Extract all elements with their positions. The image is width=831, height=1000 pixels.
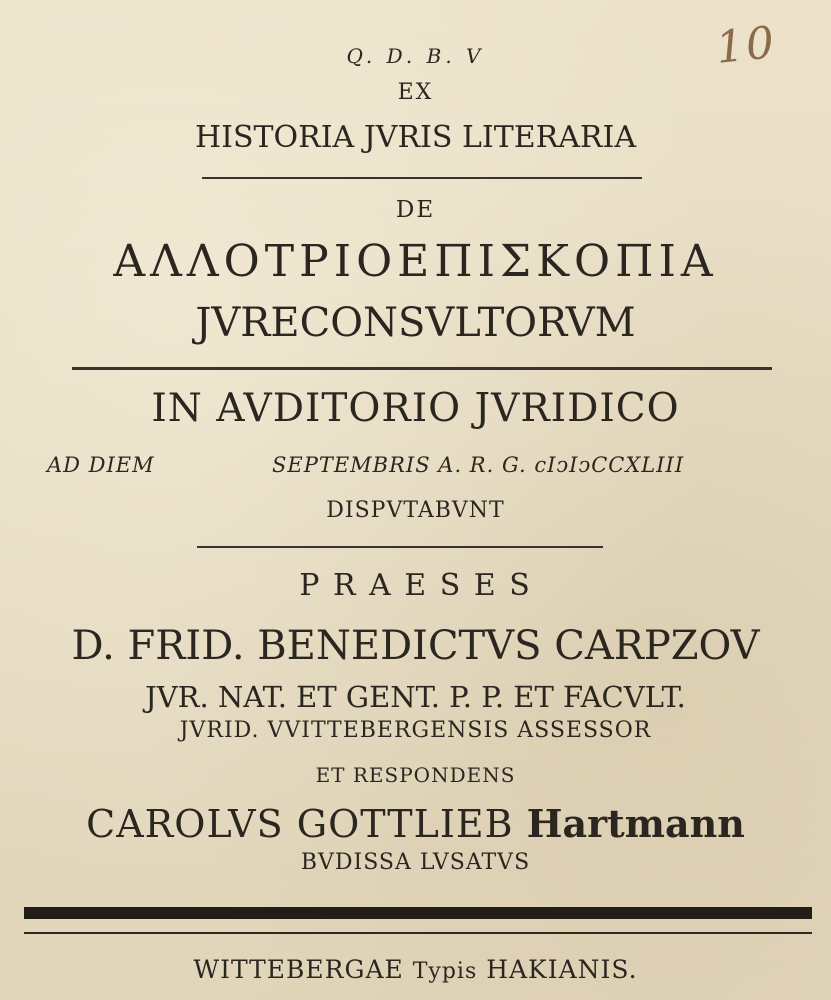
rule-1	[202, 177, 642, 179]
handwritten-page-number: 10	[713, 17, 779, 74]
jurid-line: JVRID. VVITTEBERGENSIS ASSESSOR	[179, 718, 652, 743]
imprint-place: WITTEBERGAE	[193, 955, 404, 984]
rule-3	[197, 546, 603, 548]
disputabunt-line: DISPVTABVNT	[326, 498, 505, 523]
de-line: DE	[395, 197, 436, 223]
jur-nat-line: JVR. NAT. ET GENT. P. P. ET FACVLT.	[145, 680, 686, 714]
thin-rule	[24, 932, 812, 934]
rule-2	[72, 367, 772, 370]
praeses-line: P R A E S E S	[299, 568, 532, 603]
in-auditorio-line: IN AVDITORIO JVRIDICO	[151, 386, 680, 431]
imprint-typis: Typis	[412, 959, 478, 984]
carpzov-line: D. FRID. BENEDICTVS CARPZOV	[71, 623, 760, 669]
qdbv-line: Q. D. B. V	[346, 44, 485, 68]
greek-title: ΑΛΛΟΤΡΙΟΕΠΙΣΚΟΠΙΑ	[113, 236, 718, 287]
ad-diem-label: AD DIEM	[47, 453, 155, 477]
historia-line: HISTORIA JVRIS LITERARIA	[194, 120, 637, 155]
imprint-line	[0, 957, 831, 983]
budissa-line: BVDISSA LVSATVS	[300, 850, 531, 875]
imprint-printer: HAKIANIS.	[486, 955, 638, 984]
thick-rule	[24, 907, 812, 919]
respondent-name-line	[0, 801, 831, 846]
respondent-surname: Hartmann	[526, 801, 745, 846]
ex-line: EX	[397, 80, 434, 105]
et-respondens-line: ET RESPONDENS	[315, 763, 516, 787]
respondent-given-names: CAROLVS GOTTLIEB	[86, 802, 514, 846]
jureconsultorum-line: JVRECONSVLTORVM	[195, 300, 636, 346]
date-line: SEPTEMBRIS A. R. G. cIↄIↄCCXLIII	[272, 453, 685, 477]
